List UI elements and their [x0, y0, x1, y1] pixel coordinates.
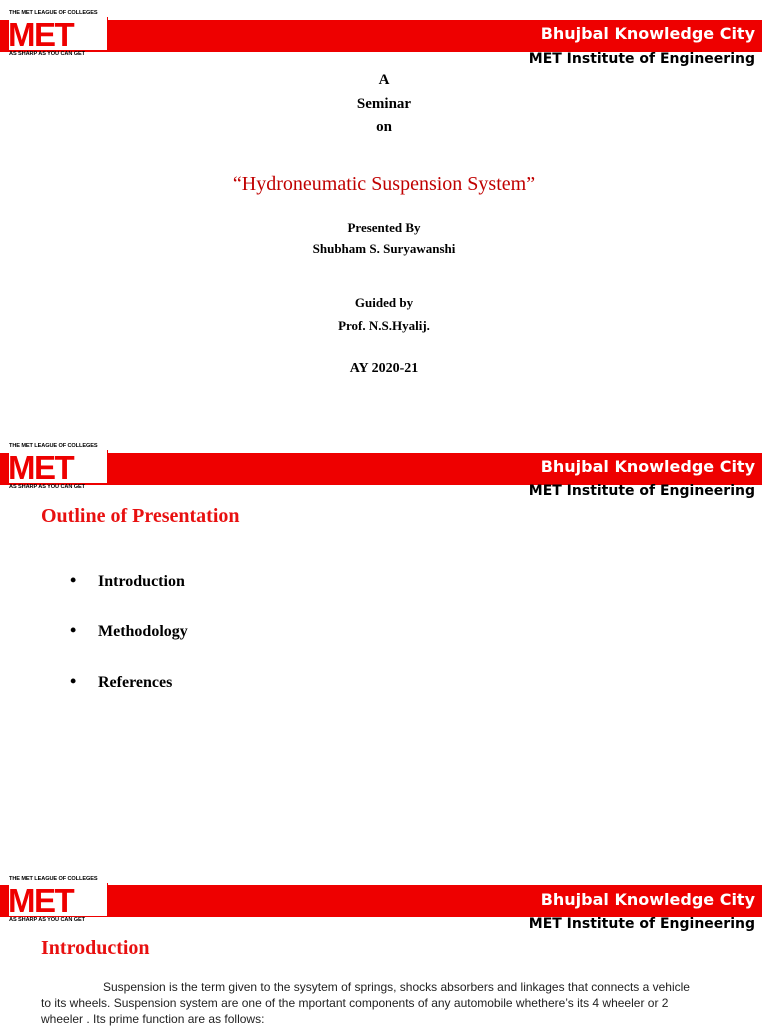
- slide-outline: [0, 443, 768, 863]
- outline-item-label: Methodology: [98, 623, 188, 640]
- outline-item: [70, 620, 188, 642]
- logo-bottom-tagline: AS SHARP AS YOU CAN GET: [9, 51, 85, 57]
- presenter-name: Shubham S. Suryawanshi: [312, 241, 456, 256]
- header-city: Bhujbal Knowledge City: [540, 890, 755, 909]
- introduction-heading: Introduction: [41, 937, 150, 959]
- guide-name: Prof. N.S.Hyalij.: [338, 318, 430, 333]
- logo-wordmark: MET: [8, 882, 74, 919]
- met-logo: [9, 10, 107, 58]
- slide-header: [0, 10, 768, 80]
- outline-item-label: Introduction: [98, 573, 185, 590]
- met-logo: [9, 876, 107, 924]
- met-logo: [9, 443, 107, 491]
- seminar-line-seminar: Seminar: [356, 96, 412, 112]
- academic-year: AY 2020-21: [349, 361, 419, 376]
- slide-header: [0, 443, 768, 513]
- logo-box: [8, 449, 108, 486]
- logo-bottom-tagline: AS SHARP AS YOU CAN GET: [9, 917, 85, 923]
- header-city: Bhujbal Knowledge City: [540, 24, 755, 43]
- logo-box: [8, 16, 108, 53]
- introduction-paragraph: Suspension is the term given to the sysytem of springs, shocks absorbers and linkages that connects a vehicle to its wheels. Suspension system are one of the mportant components of any automobile whethere’s its 4 wheeler or 2 wheeler . Its prime function are as follows:: [41, 980, 690, 1026]
- logo-top-tagline: THE MET LEAGUE OF COLLEGES: [9, 876, 98, 882]
- presentation-title: “Hydroneumatic Suspension System”: [232, 173, 536, 195]
- outline-item: [70, 671, 172, 693]
- logo-wordmark: MET: [8, 16, 74, 53]
- bullet-dot-icon: •: [70, 570, 77, 590]
- header-institute: MET Institute of Engineering: [528, 916, 755, 932]
- bullet-dot-icon: •: [70, 620, 77, 640]
- bullet-dot-icon: •: [70, 671, 77, 691]
- header-institute: MET Institute of Engineering: [528, 483, 755, 499]
- outline-item: [70, 570, 185, 592]
- outline-heading: Outline of Presentation: [41, 505, 240, 527]
- outline-item-label: References: [98, 674, 173, 691]
- logo-wordmark: MET: [8, 449, 74, 486]
- header-city: Bhujbal Knowledge City: [540, 457, 755, 476]
- guided-by-label: Guided by: [354, 295, 414, 310]
- logo-bottom-tagline: AS SHARP AS YOU CAN GET: [9, 484, 85, 490]
- logo-top-tagline: THE MET LEAGUE OF COLLEGES: [9, 443, 98, 449]
- slide-introduction: [0, 876, 768, 1024]
- slide-title: [0, 0, 768, 430]
- logo-top-tagline: THE MET LEAGUE OF COLLEGES: [9, 10, 98, 16]
- presented-by-label: Presented By: [347, 220, 421, 235]
- seminar-line-a: A: [378, 72, 390, 88]
- logo-box: [8, 882, 108, 919]
- seminar-line-on: on: [376, 119, 392, 135]
- header-institute: MET Institute of Engineering: [528, 51, 755, 67]
